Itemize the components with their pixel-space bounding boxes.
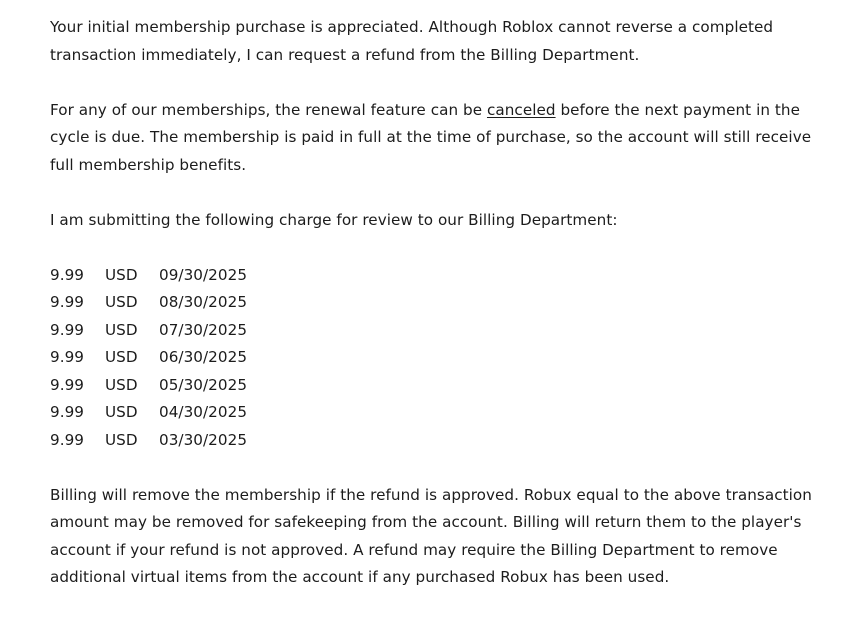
intro-paragraph: Your initial membership purchase is appreciated. Although Roblox cannot reverse a completed transaction immediately, I can request a refund from the Billing Department. (50, 18, 774, 64)
charge-row (50, 262, 820, 290)
submission-paragraph: I am submitting the following charge for review to our Billing Department: (50, 210, 618, 229)
charge-currency: USD (105, 265, 138, 284)
canceled-link[interactable]: canceled (486, 100, 556, 119)
charge-row (50, 289, 820, 317)
charge-row (50, 372, 820, 400)
charge-amount: 9.99 (50, 265, 85, 284)
charge-row (50, 317, 820, 345)
renewal-paragraph (50, 97, 820, 180)
charge-date: 04/30/2025 (159, 403, 248, 421)
charge-date: 05/30/2025 (159, 375, 248, 394)
charge-date: 09/30/2025 (159, 265, 248, 284)
charge-currency: USD (105, 293, 138, 311)
charge-amount: 9.99 (50, 348, 85, 366)
charge-date: 08/30/2025 (159, 293, 248, 311)
charge-currency: USD (105, 348, 138, 366)
charge-amount: 9.99 (50, 320, 85, 339)
charge-currency: USD (105, 320, 138, 339)
charge-date: 07/30/2025 (159, 320, 248, 339)
email-body (50, 14, 820, 619)
charge-amount: 9.99 (50, 293, 85, 311)
charge-currency: USD (105, 403, 138, 421)
charge-amount: 9.99 (50, 403, 85, 421)
charge-amount: 9.99 (50, 430, 85, 449)
charge-row (50, 399, 820, 427)
charge-row (50, 427, 820, 455)
charge-row (50, 344, 820, 372)
renewal-text-after: before the next payment in the cycle is due. The membership is paid in full at the time of purchase, so the account will still receive full membership benefits. (50, 100, 812, 174)
billing-policy-paragraph: Billing will remove the membership if the refund is approved. Robux equal to the above transaction amount may be removed for safekeeping from the account. Billing will return them to the player's account if your refund is not approved. A refund may require the Billing Department to remove additional virtual items from the account if any purchased Robux has been used. (50, 485, 812, 586)
charge-date: 03/30/2025 (159, 430, 248, 449)
charge-currency: USD (105, 375, 138, 394)
charge-date: 06/30/2025 (159, 348, 248, 366)
charge-list (50, 262, 820, 455)
charge-currency: USD (105, 430, 138, 449)
charge-amount: 9.99 (50, 375, 85, 394)
renewal-text-before: For any of our memberships, the renewal feature can be (50, 100, 487, 119)
